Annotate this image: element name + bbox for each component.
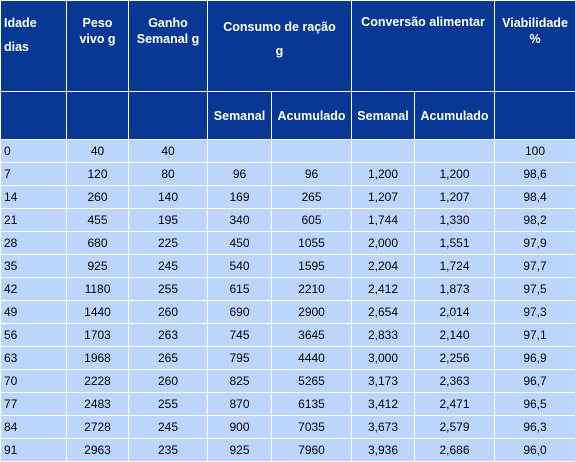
table-cell: 97,7 — [495, 255, 575, 278]
table-cell: 2,256 — [415, 347, 495, 370]
subheader-empty-2 — [67, 92, 129, 140]
table-cell: 2,471 — [415, 393, 495, 416]
table-cell: 3,936 — [352, 439, 415, 462]
table-cell: 169 — [208, 186, 272, 209]
table-cell: 1,724 — [415, 255, 495, 278]
header-viab-line1: Viabilidade — [502, 16, 568, 30]
table-cell: 3,673 — [352, 416, 415, 439]
table-cell: 2,654 — [352, 301, 415, 324]
table-cell: 21 — [1, 209, 67, 232]
table-cell: 265 — [129, 347, 208, 370]
table-row — [1, 439, 575, 462]
table-cell: 91 — [1, 439, 67, 462]
header-idade-line1: Idade — [4, 16, 37, 30]
table-cell: 1,330 — [415, 209, 495, 232]
table-cell: 2,363 — [415, 370, 495, 393]
table-cell: 7035 — [272, 416, 352, 439]
table-cell: 260 — [129, 301, 208, 324]
table-cell: 2,140 — [415, 324, 495, 347]
table-cell: 97,3 — [495, 301, 575, 324]
table-cell: 96,3 — [495, 416, 575, 439]
table-row — [1, 163, 575, 186]
table-cell — [208, 140, 272, 163]
table-row — [1, 347, 575, 370]
table-header — [1, 1, 575, 140]
table-cell: 98,4 — [495, 186, 575, 209]
table-row — [1, 255, 575, 278]
subheader-consumo-semanal: Semanal — [208, 92, 272, 140]
table-cell: 2228 — [67, 370, 129, 393]
table-cell: 3,173 — [352, 370, 415, 393]
table-cell: 77 — [1, 393, 67, 416]
table-cell: 96,9 — [495, 347, 575, 370]
table-cell: 97,1 — [495, 324, 575, 347]
table-cell: 2,833 — [352, 324, 415, 347]
table-cell: 225 — [129, 232, 208, 255]
table-cell: 70 — [1, 370, 67, 393]
table-cell: 40 — [67, 140, 129, 163]
table-cell: 2,686 — [415, 439, 495, 462]
table-cell: 1703 — [67, 324, 129, 347]
table-cell: 795 — [208, 347, 272, 370]
table-row — [1, 140, 575, 163]
table-cell: 97,5 — [495, 278, 575, 301]
table-cell: 49 — [1, 301, 67, 324]
table-cell: 925 — [67, 255, 129, 278]
table-cell: 265 — [272, 186, 352, 209]
table-cell: 245 — [129, 416, 208, 439]
table-cell: 255 — [129, 393, 208, 416]
table-cell: 5265 — [272, 370, 352, 393]
table-cell: 56 — [1, 324, 67, 347]
table-cell: 2963 — [67, 439, 129, 462]
header-viabilidade — [495, 1, 575, 92]
table-cell: 1968 — [67, 347, 129, 370]
table-cell: 255 — [129, 278, 208, 301]
table-cell: 2,412 — [352, 278, 415, 301]
subheader-consumo-acumulado: Acumulado — [272, 92, 352, 140]
table-cell: 1180 — [67, 278, 129, 301]
table-cell: 1,744 — [352, 209, 415, 232]
table-cell: 540 — [208, 255, 272, 278]
table-cell: 7 — [1, 163, 67, 186]
table-cell: 3,412 — [352, 393, 415, 416]
table-cell: 870 — [208, 393, 272, 416]
table-row — [1, 186, 575, 209]
header-consumo-line1: Consumo de ração — [223, 20, 336, 34]
table-cell: 98,6 — [495, 163, 575, 186]
table-cell: 195 — [129, 209, 208, 232]
table-cell: 1,207 — [352, 186, 415, 209]
subheader-empty-3 — [129, 92, 208, 140]
header-consumo-line2: g — [276, 44, 284, 58]
table-cell: 900 — [208, 416, 272, 439]
table-cell: 14 — [1, 186, 67, 209]
table-cell: 925 — [208, 439, 272, 462]
table-cell: 2728 — [67, 416, 129, 439]
header-peso — [67, 1, 129, 92]
table-cell: 2,014 — [415, 301, 495, 324]
table-cell: 2210 — [272, 278, 352, 301]
table-cell: 1595 — [272, 255, 352, 278]
table-cell: 6135 — [272, 393, 352, 416]
table-cell: 1,207 — [415, 186, 495, 209]
table-cell: 745 — [208, 324, 272, 347]
table-cell: 340 — [208, 209, 272, 232]
table-cell: 235 — [129, 439, 208, 462]
table-cell: 100 — [495, 140, 575, 163]
table-cell: 260 — [129, 370, 208, 393]
table-cell: 825 — [208, 370, 272, 393]
header-ganho-line1: Ganho — [148, 16, 188, 30]
table-cell: 1,200 — [352, 163, 415, 186]
table-cell — [352, 140, 415, 163]
table-cell — [415, 140, 495, 163]
header-idade — [1, 1, 67, 92]
table-cell: 605 — [272, 209, 352, 232]
header-ganho-line2: Semanal g — [137, 32, 200, 46]
header-peso-line2: vivo g — [79, 32, 115, 46]
header-row-sub — [1, 92, 575, 140]
table-cell: 3,000 — [352, 347, 415, 370]
subheader-conversao-acumulado: Acumulado — [415, 92, 495, 140]
table-cell: 140 — [129, 186, 208, 209]
header-conversao — [352, 1, 495, 92]
table-cell: 1,873 — [415, 278, 495, 301]
table-row — [1, 324, 575, 347]
table-row — [1, 278, 575, 301]
table-cell: 245 — [129, 255, 208, 278]
table-row — [1, 232, 575, 255]
header-consumo — [208, 1, 352, 92]
table-cell: 2,204 — [352, 255, 415, 278]
table-cell: 1440 — [67, 301, 129, 324]
table-cell: 97,9 — [495, 232, 575, 255]
table-cell: 96,7 — [495, 370, 575, 393]
table-cell: 98,2 — [495, 209, 575, 232]
header-row-top — [1, 1, 575, 92]
table-cell: 4440 — [272, 347, 352, 370]
header-viab-line2: % — [529, 32, 540, 46]
table-cell: 40 — [129, 140, 208, 163]
table-cell: 1,200 — [415, 163, 495, 186]
table-cell: 2,579 — [415, 416, 495, 439]
table-row — [1, 370, 575, 393]
subheader-empty-1 — [1, 92, 67, 140]
table-cell: 96,5 — [495, 393, 575, 416]
table-body — [1, 140, 575, 462]
table-cell: 42 — [1, 278, 67, 301]
table-cell: 7960 — [272, 439, 352, 462]
table-cell: 690 — [208, 301, 272, 324]
table-cell: 455 — [67, 209, 129, 232]
table-cell: 2900 — [272, 301, 352, 324]
table-row — [1, 209, 575, 232]
table-cell: 2483 — [67, 393, 129, 416]
subheader-conversao-semanal: Semanal — [352, 92, 415, 140]
table-cell: 0 — [1, 140, 67, 163]
header-peso-line1: Peso — [83, 16, 113, 30]
table-cell: 80 — [129, 163, 208, 186]
table-cell: 3645 — [272, 324, 352, 347]
table-cell: 63 — [1, 347, 67, 370]
table-cell: 615 — [208, 278, 272, 301]
table-cell: 120 — [67, 163, 129, 186]
table-cell: 260 — [67, 186, 129, 209]
table-cell: 35 — [1, 255, 67, 278]
table-cell: 2,000 — [352, 232, 415, 255]
table-cell: 263 — [129, 324, 208, 347]
header-conversao-label: Conversão alimentar — [361, 15, 485, 29]
header-idade-line2: dias — [4, 40, 29, 54]
table-cell: 28 — [1, 232, 67, 255]
table-cell: 680 — [67, 232, 129, 255]
table-cell: 96 — [272, 163, 352, 186]
table-row — [1, 416, 575, 439]
table-cell — [272, 140, 352, 163]
table-row — [1, 301, 575, 324]
table-cell: 84 — [1, 416, 67, 439]
subheader-empty-4 — [495, 92, 575, 140]
table-cell: 1055 — [272, 232, 352, 255]
table-cell: 1,551 — [415, 232, 495, 255]
table-row — [1, 393, 575, 416]
table-cell: 96,0 — [495, 439, 575, 462]
table-cell: 450 — [208, 232, 272, 255]
table-cell: 96 — [208, 163, 272, 186]
header-ganho — [129, 1, 208, 92]
